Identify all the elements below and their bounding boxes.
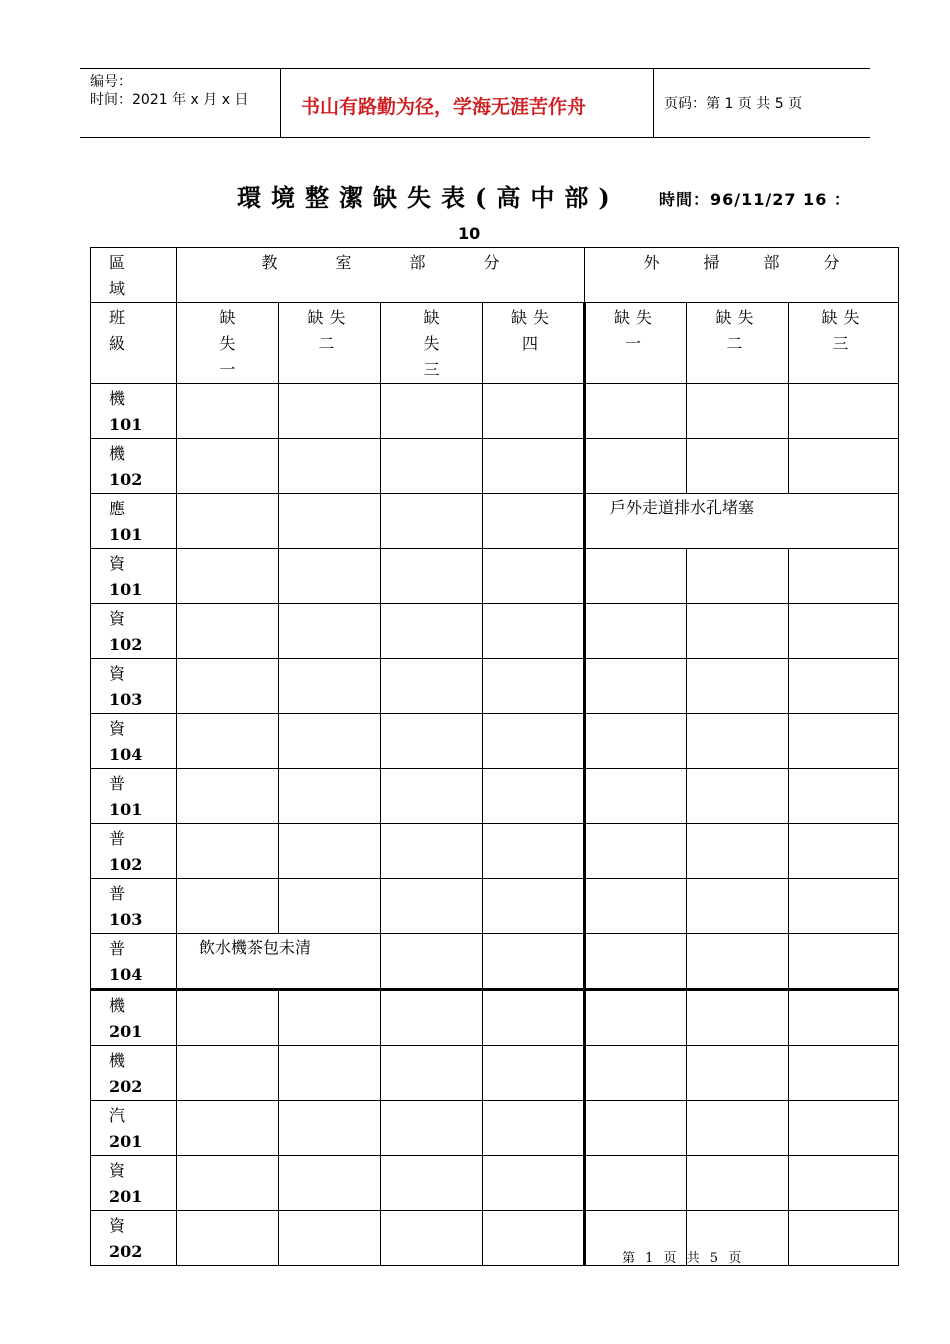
class-cell xyxy=(91,1156,177,1211)
class-cell xyxy=(91,714,177,769)
class-name xyxy=(91,384,176,438)
table-row xyxy=(91,714,899,769)
class-cell xyxy=(91,769,177,824)
classroom-defect-cell[interactable] xyxy=(483,769,585,824)
classroom-col-1-label: 缺失一 xyxy=(219,308,236,379)
outdoor-defect-cell[interactable] xyxy=(789,604,899,659)
class-number: 102 xyxy=(109,635,143,654)
class-cell xyxy=(91,1046,177,1101)
outdoor-defect-cell[interactable] xyxy=(687,439,789,494)
outdoor-section-label: 外掃部分 xyxy=(643,253,884,272)
classroom-defect-cell[interactable] xyxy=(381,1156,483,1211)
classroom-defect-cell[interactable] xyxy=(177,714,279,769)
classroom-defect-cell[interactable] xyxy=(381,879,483,934)
class-dept: 應 xyxy=(109,499,126,518)
classroom-defect-cell[interactable] xyxy=(279,604,381,659)
outdoor-section-header xyxy=(585,248,899,303)
outdoor-col-2-header xyxy=(687,303,789,384)
classroom-defect-cell[interactable] xyxy=(381,494,483,549)
class-number: 202 xyxy=(109,1077,143,1096)
classroom-defect-cell[interactable] xyxy=(381,934,483,990)
class-dept: 普 xyxy=(109,939,126,958)
class-name xyxy=(91,1101,176,1155)
class-number: 103 xyxy=(109,690,143,709)
class-dept: 資 xyxy=(109,554,126,573)
section-header-row xyxy=(91,248,899,303)
class-cell xyxy=(91,494,177,549)
outdoor-defect-cell[interactable] xyxy=(687,384,789,439)
outdoor-defect-cell[interactable] xyxy=(585,1101,687,1156)
outdoor-defect-cell[interactable] xyxy=(585,659,687,714)
class-cell xyxy=(91,1211,177,1266)
outdoor-defect-cell[interactable] xyxy=(687,604,789,659)
outdoor-defect-cell[interactable] xyxy=(687,934,789,990)
table-row xyxy=(91,879,899,934)
classroom-defect-cell[interactable] xyxy=(483,494,585,549)
outdoor-defect-cell[interactable] xyxy=(687,769,789,824)
outdoor-defect-cell[interactable] xyxy=(687,714,789,769)
classroom-defect-cell[interactable] xyxy=(279,714,381,769)
outdoor-defect-cell[interactable] xyxy=(789,1156,899,1211)
class-cell xyxy=(91,1101,177,1156)
classroom-defect-cell[interactable] xyxy=(177,1046,279,1101)
classroom-defect-cell[interactable] xyxy=(279,439,381,494)
header-left-cell xyxy=(80,69,281,137)
motto-text: 书山有路勤为径，学海无涯苦作舟 xyxy=(301,96,587,118)
class-dept: 資 xyxy=(109,1161,126,1180)
table-row xyxy=(91,659,899,714)
classroom-defect-cell[interactable] xyxy=(381,1046,483,1101)
outdoor-col-2-label: 缺失二 xyxy=(715,308,760,353)
outdoor-col-1-label: 缺失一 xyxy=(613,308,658,353)
class-dept: 資 xyxy=(109,664,126,683)
outdoor-defect-cell[interactable] xyxy=(585,384,687,439)
outdoor-defect-cell[interactable] xyxy=(687,1046,789,1101)
classroom-defect-cell[interactable] xyxy=(177,549,279,604)
class-dept: 機 xyxy=(109,996,126,1015)
class-dept: 機 xyxy=(109,444,126,463)
class-number: 104 xyxy=(109,965,143,984)
class-number: 101 xyxy=(109,525,143,544)
classroom-defect-cell[interactable] xyxy=(279,384,381,439)
classroom-defect-cell[interactable] xyxy=(279,769,381,824)
class-name xyxy=(91,659,176,713)
class-cell xyxy=(91,384,177,439)
classroom-defect-cell[interactable] xyxy=(279,824,381,879)
classroom-defect-cell[interactable] xyxy=(381,714,483,769)
classroom-defect-cell[interactable] xyxy=(177,879,279,934)
time-label: 时间：2021 年 x 月 x 日 xyxy=(90,92,249,108)
classroom-defect-cell[interactable] xyxy=(177,934,381,990)
classroom-defect-cell[interactable] xyxy=(177,990,279,1046)
class-label: 班級 xyxy=(109,308,126,353)
class-dept: 資 xyxy=(109,609,126,628)
classroom-section-header xyxy=(177,248,585,303)
class-name xyxy=(91,769,176,823)
classroom-defect-cell[interactable] xyxy=(177,604,279,659)
header-center-cell xyxy=(281,69,654,137)
class-cell xyxy=(91,934,177,990)
classroom-defect-cell[interactable] xyxy=(483,1046,585,1101)
class-dept: 資 xyxy=(109,1216,126,1235)
class-cell xyxy=(91,439,177,494)
class-name xyxy=(91,1156,176,1210)
class-name xyxy=(91,494,176,548)
table-row xyxy=(91,1211,899,1266)
time-value-continued: 10 xyxy=(458,224,481,243)
table-row xyxy=(91,604,899,659)
classroom-defect-cell[interactable] xyxy=(381,659,483,714)
outdoor-defect-cell[interactable] xyxy=(789,1046,899,1101)
table-row xyxy=(91,494,899,549)
class-dept: 汽 xyxy=(109,1106,126,1125)
class-number: 202 xyxy=(109,1242,143,1261)
class-number: 102 xyxy=(109,855,143,874)
outdoor-defect-cell[interactable] xyxy=(585,439,687,494)
outdoor-defect-cell[interactable] xyxy=(687,1156,789,1211)
outdoor-defect-cell[interactable] xyxy=(687,659,789,714)
classroom-defect-cell[interactable] xyxy=(279,549,381,604)
class-number: 201 xyxy=(109,1132,143,1151)
class-name xyxy=(91,934,176,988)
region-label: 區域 xyxy=(109,253,126,298)
class-name xyxy=(91,604,176,658)
class-name xyxy=(91,879,176,933)
page-footer: 第 1 页 共 5 页 xyxy=(622,1251,745,1266)
table-row xyxy=(91,1046,899,1101)
class-dept: 機 xyxy=(109,1051,126,1070)
classroom-col-4-label: 缺失四 xyxy=(510,308,555,353)
classroom-defect-cell[interactable] xyxy=(483,990,585,1046)
outdoor-defect-cell[interactable] xyxy=(585,714,687,769)
classroom-col-2-label: 缺失二 xyxy=(307,308,352,353)
classroom-defect-cell[interactable] xyxy=(381,769,483,824)
outdoor-defect-cell[interactable] xyxy=(585,990,687,1046)
time-value: 時間：96/11/27 16 ： xyxy=(659,190,851,209)
class-cell xyxy=(91,990,177,1046)
class-dept: 資 xyxy=(109,719,126,738)
classroom-defect-cell[interactable] xyxy=(177,439,279,494)
class-cell xyxy=(91,659,177,714)
classroom-defect-cell[interactable] xyxy=(177,384,279,439)
outdoor-defect-cell[interactable] xyxy=(585,824,687,879)
classroom-defect-cell[interactable] xyxy=(279,1211,381,1266)
classroom-defect-cell[interactable] xyxy=(381,1211,483,1266)
classroom-defect-cell[interactable] xyxy=(483,714,585,769)
table-row xyxy=(91,549,899,604)
class-cell xyxy=(91,824,177,879)
classroom-defect-cell[interactable] xyxy=(483,1156,585,1211)
classroom-defect-cell[interactable] xyxy=(279,1046,381,1101)
classroom-defect-cell[interactable] xyxy=(177,1211,279,1266)
outdoor-defect-cell[interactable] xyxy=(789,714,899,769)
classroom-col-2-header xyxy=(279,303,381,384)
classroom-defect-cell[interactable] xyxy=(381,549,483,604)
classroom-defect-cell[interactable] xyxy=(279,879,381,934)
classroom-defect-cell[interactable] xyxy=(483,934,585,990)
classroom-col-3-header xyxy=(381,303,483,384)
class-number: 101 xyxy=(109,800,143,819)
classroom-defect-cell[interactable] xyxy=(483,659,585,714)
classroom-defect-cell[interactable] xyxy=(381,604,483,659)
outdoor-defect-cell[interactable] xyxy=(585,494,899,549)
class-number: 101 xyxy=(109,415,143,434)
outdoor-note: 戶外走道排水孔堵塞 xyxy=(610,498,755,517)
outdoor-defect-cell[interactable] xyxy=(789,1211,899,1266)
document-title: 環境整潔缺失表(高中部) xyxy=(237,183,620,212)
class-number: 201 xyxy=(109,1022,143,1041)
classroom-defect-cell[interactable] xyxy=(177,824,279,879)
outdoor-defect-cell[interactable] xyxy=(585,879,687,934)
outdoor-defect-cell[interactable] xyxy=(687,549,789,604)
class-name xyxy=(91,1211,176,1265)
outdoor-col-3-header xyxy=(789,303,899,384)
outdoor-defect-cell[interactable] xyxy=(789,769,899,824)
classroom-section-label: 教室部分 xyxy=(261,253,558,272)
outdoor-defect-cell[interactable] xyxy=(687,824,789,879)
classroom-defect-cell[interactable] xyxy=(483,1101,585,1156)
classroom-defect-cell[interactable] xyxy=(381,439,483,494)
outdoor-defect-cell[interactable] xyxy=(789,879,899,934)
region-header-cell xyxy=(91,248,177,303)
classroom-defect-cell[interactable] xyxy=(279,659,381,714)
outdoor-defect-cell[interactable] xyxy=(585,604,687,659)
classroom-defect-cell[interactable] xyxy=(279,990,381,1046)
outdoor-defect-cell[interactable] xyxy=(789,824,899,879)
class-number: 104 xyxy=(109,745,143,764)
table-row xyxy=(91,824,899,879)
class-name xyxy=(91,439,176,493)
classroom-defect-cell[interactable] xyxy=(279,494,381,549)
classroom-note: 飲水機茶包未清 xyxy=(199,938,312,957)
classroom-defect-cell[interactable] xyxy=(483,439,585,494)
class-number: 101 xyxy=(109,580,143,599)
outdoor-defect-cell[interactable] xyxy=(585,769,687,824)
outdoor-defect-cell[interactable] xyxy=(585,934,687,990)
table-row xyxy=(91,934,899,990)
classroom-defect-cell[interactable] xyxy=(279,1101,381,1156)
outdoor-defect-cell[interactable] xyxy=(687,1101,789,1156)
class-number: 201 xyxy=(109,1187,143,1206)
classroom-defect-cell[interactable] xyxy=(483,1211,585,1266)
classroom-defect-cell[interactable] xyxy=(381,384,483,439)
serial-label: 编号： xyxy=(90,74,132,90)
outdoor-defect-cell[interactable] xyxy=(687,879,789,934)
outdoor-defect-cell[interactable] xyxy=(789,549,899,604)
table-row xyxy=(91,439,899,494)
outdoor-defect-cell[interactable] xyxy=(789,1101,899,1156)
classroom-col-3-label: 缺失三 xyxy=(423,308,440,379)
outdoor-defect-cell[interactable] xyxy=(789,934,899,990)
classroom-defect-cell[interactable] xyxy=(177,1156,279,1211)
outdoor-defect-cell[interactable] xyxy=(687,990,789,1046)
classroom-defect-cell[interactable] xyxy=(381,990,483,1046)
class-header-cell xyxy=(91,303,177,384)
outdoor-defect-cell[interactable] xyxy=(585,549,687,604)
table-row xyxy=(91,1101,899,1156)
outdoor-defect-cell[interactable] xyxy=(789,990,899,1046)
classroom-col-1-header xyxy=(177,303,279,384)
class-name xyxy=(91,549,176,603)
class-name xyxy=(91,991,176,1045)
class-cell xyxy=(91,549,177,604)
classroom-defect-cell[interactable] xyxy=(177,769,279,824)
inspection-table xyxy=(90,247,899,1266)
classroom-col-4-header xyxy=(483,303,585,384)
header-right-cell xyxy=(654,69,870,137)
outdoor-defect-cell[interactable] xyxy=(585,1156,687,1211)
column-header-row xyxy=(91,303,899,384)
outdoor-defect-cell[interactable] xyxy=(789,439,899,494)
class-name xyxy=(91,1046,176,1100)
class-dept: 機 xyxy=(109,389,126,408)
table-row xyxy=(91,1156,899,1211)
class-cell xyxy=(91,604,177,659)
class-dept: 普 xyxy=(109,829,126,848)
classroom-defect-cell[interactable] xyxy=(279,1156,381,1211)
page-number-label: 页码：第 1 页 共 5 页 xyxy=(664,96,803,112)
classroom-defect-cell[interactable] xyxy=(177,494,279,549)
classroom-defect-cell[interactable] xyxy=(483,824,585,879)
classroom-defect-cell[interactable] xyxy=(381,824,483,879)
class-dept: 普 xyxy=(109,884,126,903)
table-row xyxy=(91,990,899,1046)
classroom-defect-cell[interactable] xyxy=(177,659,279,714)
outdoor-defect-cell[interactable] xyxy=(585,1046,687,1101)
outdoor-defect-cell[interactable] xyxy=(789,384,899,439)
table-row xyxy=(91,384,899,439)
class-number: 103 xyxy=(109,910,143,929)
class-name xyxy=(91,714,176,768)
class-number: 102 xyxy=(109,470,143,489)
class-dept: 普 xyxy=(109,774,126,793)
classroom-defect-cell[interactable] xyxy=(483,384,585,439)
classroom-defect-cell[interactable] xyxy=(381,1101,483,1156)
class-cell xyxy=(91,879,177,934)
outdoor-col-3-label: 缺失三 xyxy=(821,308,866,353)
classroom-defect-cell[interactable] xyxy=(483,879,585,934)
classroom-defect-cell[interactable] xyxy=(483,604,585,659)
classroom-defect-cell[interactable] xyxy=(177,1101,279,1156)
page-header xyxy=(80,68,870,138)
class-name xyxy=(91,824,176,878)
outdoor-defect-cell[interactable] xyxy=(789,659,899,714)
classroom-defect-cell[interactable] xyxy=(483,549,585,604)
outdoor-col-1-header xyxy=(585,303,687,384)
table-row xyxy=(91,769,899,824)
